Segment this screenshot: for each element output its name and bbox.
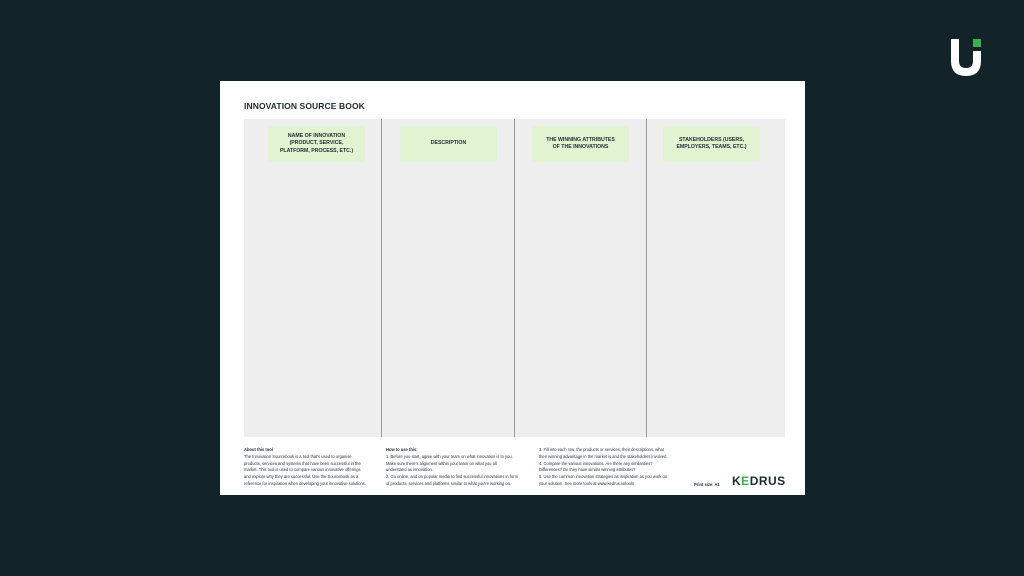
- steps-line: your solution. See more tools at www.kedrus.io/tools: [539, 480, 634, 486]
- page-title: INNOVATION SOURCE BOOK: [244, 101, 365, 111]
- worksheet: [220, 81, 805, 495]
- about-section: [244, 447, 366, 488]
- how-to-line: of products, services and platforms similar to what you're working on.: [386, 480, 512, 486]
- about-line: The Innovation Sourcebook is a tool that's used to organise: [244, 453, 352, 459]
- steps-line: their winning advantage in the market is and the stakeholders involved.: [539, 453, 668, 459]
- column-header-name: NAME OF INNOVATION (PRODUCT, SERVICE, PLATFORM, PROCESS, ETC.): [268, 126, 365, 162]
- brand-suffix: DRUS: [749, 474, 786, 488]
- steps-line: 5. Use the common innovation strategies as inspiration as you work on: [539, 474, 668, 479]
- about-line: market. This tool is used to compare various innovative offerings: [244, 467, 361, 473]
- column-header-stakeholders: STAKEHOLDERS (USERS, EMPLOYERS, TEAMS, ETC.): [663, 126, 760, 162]
- worksheet-board: [244, 119, 785, 437]
- how-to-line: Make sure there's alignment within your team on what you all: [386, 460, 497, 466]
- how-to-section: [386, 447, 518, 488]
- steps-section: [539, 447, 668, 488]
- brand-wordmark: [732, 474, 786, 488]
- steps-line: 3. Fill into each row, the products or services, their descriptions, what: [539, 447, 664, 452]
- how-to-line: 1. Before you start, agree with your team on what innovation is to you.: [386, 453, 513, 459]
- about-heading: About this tool: [244, 447, 273, 452]
- column-divider: [381, 119, 382, 437]
- how-to-heading: How to use this:: [386, 447, 418, 452]
- column-header-description: DESCRIPTION: [400, 126, 497, 162]
- about-line: products, services and systems that have been successful in the: [244, 460, 361, 466]
- how-to-line: 2. Go online, and on popular media to find successful innovations in form: [386, 474, 518, 479]
- steps-line: Differences? Do they have similar winning attributes?: [539, 467, 636, 473]
- column-divider: [646, 119, 647, 437]
- print-size-label: Print size: A1: [694, 482, 720, 487]
- brand-accent: E: [741, 474, 750, 488]
- how-to-line: understand as innovation.: [386, 467, 433, 473]
- column-header-attributes: THE WINNING ATTRIBUTES OF THE INNOVATIONS: [532, 126, 629, 162]
- brand-logo-icon: [949, 37, 983, 77]
- column-divider: [514, 119, 515, 437]
- about-line: and explore why they are successful. Use the Sourcebook as a: [244, 474, 359, 479]
- steps-line: 4. Compare the various innovations. Are there any similarities?: [539, 460, 653, 466]
- brand-prefix: K: [732, 474, 742, 488]
- about-line: reference for inspiration when developing your innovative solutions.: [244, 480, 366, 486]
